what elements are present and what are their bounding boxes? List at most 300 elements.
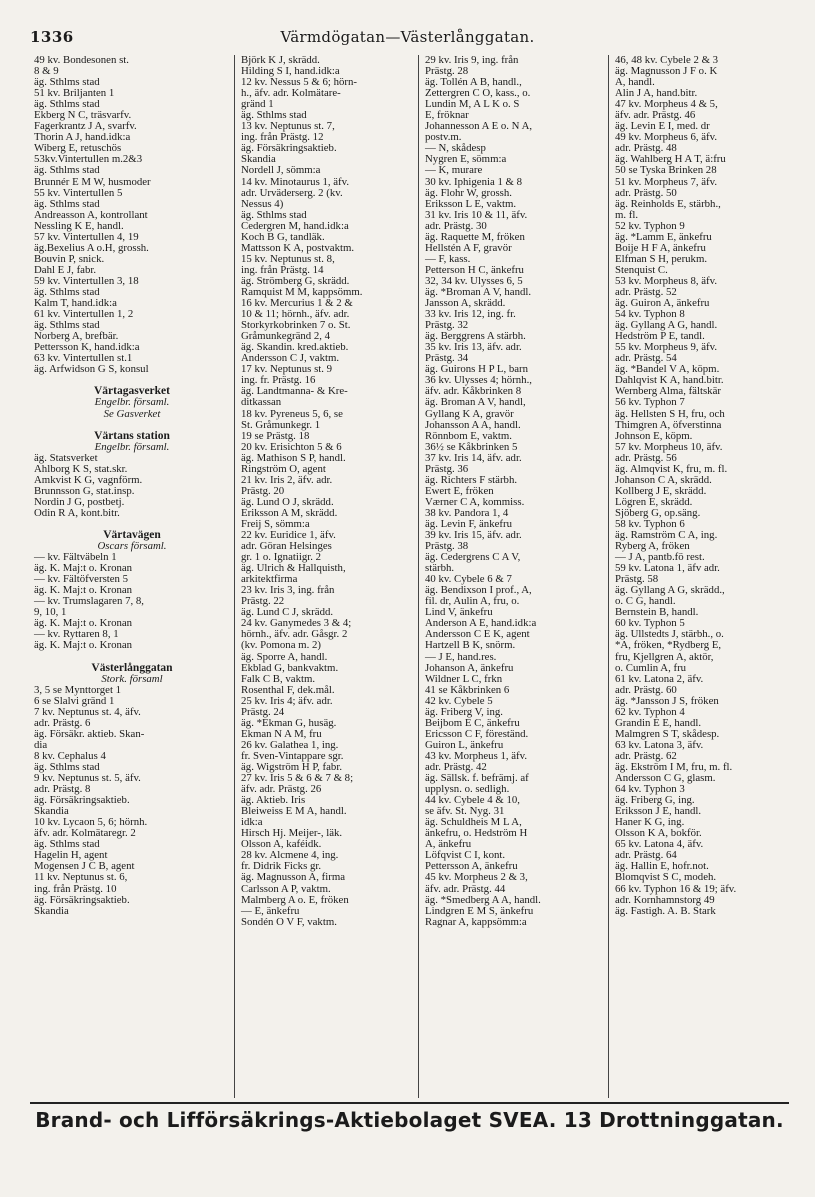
directory-line: 51 kv. Morpheus 7, äfv. [615,175,718,188]
directory-line: Wildner L C, frkn [425,672,503,685]
directory-line: äg. Friberg V, ing. [425,705,503,718]
directory-line: adr. Kornhamnstorg 49 [615,893,715,906]
directory-line: arkitektfirma [241,573,298,586]
directory-line: fru, Kjellgren A, aktör, [615,650,714,663]
directory-line: adr. Prästg. 6 [34,716,91,729]
directory-line: Ewert E, fröken [425,484,494,497]
directory-line: 27 kv. Iris 5 & 6 & 7 & 8; [241,772,354,785]
directory-line: Andersson C J, vaktm. [241,352,340,365]
page-header [30,28,785,50]
directory-line: äg. Flohr W, grossh. [425,186,512,199]
directory-line: Haner K G, ing. [615,816,685,829]
directory-line: äg. Cedergrens C A V, [425,551,521,564]
directory-line: 8 kv. Cephalus 4 [34,749,106,762]
directory-line: äfv. adr. Prästg. 46 [615,109,696,122]
directory-line: Olsson K A, bokför. [615,827,702,840]
directory-line: 37 kv. Iris 14, äfv. adr. [425,451,522,464]
directory-line: Ericsson C F, föreständ. [425,727,529,740]
directory-line: Pettersson A, änkefru [425,860,518,873]
section-heading: Värtagasverket [93,385,170,398]
directory-line: 13 kv. Neptunus st. 7, [241,120,335,133]
directory-line: Prästg. 22 [241,595,285,608]
directory-line: 46, 48 kv. Cybele 2 & 3 [615,55,719,66]
directory-line: 21 kv. Iris 2, äfv. adr. [241,473,333,486]
directory-line: 43 kv. Morpheus 1, äfv. [425,749,528,762]
directory-line: 10 kv. Lycaon 5, 6; hörnh. [34,816,148,829]
directory-line: Olsson A, kaféidk. [241,838,322,851]
directory-line: äg. Reinholds E, stärbh., [615,197,721,210]
running-head: Värmdögatan—Västerlånggatan. [280,28,535,46]
directory-line: äg. *Smedberg A A, handl. [425,893,541,906]
directory-line: äg. Fastigh. A. B. Stark [615,904,716,917]
directory-line: Stenquist C. [615,263,668,276]
directory-line: *A, fröken, *Rydberg E, [615,639,722,652]
directory-line: Johanson A, änkefru [425,661,514,674]
directory-line: 60 kv. Typhon 5 [615,617,685,630]
directory-line: 44 kv. Cybele 4 & 10, [425,794,520,807]
directory-line: äg. *Bandel V A, köpm. [615,363,720,376]
directory-line: Ekman N A M, fru [241,727,322,740]
directory-line: adr. Göran Helsinges [241,540,332,553]
directory-line: 17 kv. Neptunus st. 9 [241,363,333,376]
directory-line: ing. från Prästg. 14 [241,263,324,276]
directory-line: äg. Ekström I M, fru, m. fl. [615,761,733,773]
directory-line: äg. Försäkringsaktieb. [34,794,130,807]
directory-line: äg. Sthlms stad [34,319,100,332]
directory-line: 10 & 11; hörnh., äfv. adr. [241,308,350,321]
directory-line: äg. Hallin E, hofr.not. [615,860,709,873]
directory-line: Freij S, sömm:a [241,517,310,530]
directory-line: adr. Prästg. 30 [425,219,487,232]
directory-line: Ekberg N C, träsvarfv. [34,109,132,122]
directory-line: Hilding S I, hand.idk:a [241,65,340,78]
directory-line: Löfqvist C I, kont. [425,849,506,862]
directory-line: äg. Friberg G, ing. [615,794,695,807]
directory-line: 39 kv. Iris 15, äfv. adr. [425,529,522,542]
directory-line: Sjöberg G, op.säng. [615,506,701,519]
directory-line: Odin R A, kont.bitr. [34,506,120,519]
directory-line: Anderson A E, hand.idk:a [425,617,537,630]
directory-line: 9, 10, 1 [34,606,67,619]
directory-line: Nordell J, sömm:a [241,164,321,177]
directory-line: 61 kv. Vintertullen 1, 2 [34,308,134,321]
directory-line: Lind V, änkefru [425,606,493,619]
directory-line: äg. Gyllang A G, skrädd., [615,584,725,597]
directory-line: Skandia [241,153,276,166]
column-4 [608,55,798,1098]
directory-line: äg. Berggrens A stärbh. [425,330,526,343]
directory-line: äg. Sporre A, handl. [241,650,328,663]
directory-line: Rosenthal F, dek.mål. [241,683,335,696]
directory-line: äg. Skandin. kred.aktieb. [241,341,349,354]
directory-line: äfv. adr. Prästg. 26 [241,783,322,796]
directory-line: äg. K. Maj:t o. Kronan [34,562,133,575]
directory-line: Rönnbom E, vaktm. [425,429,512,442]
directory-line: 45 kv. Morpheus 2 & 3, [425,871,528,884]
directory-line: 3, 5 se Mynttorget 1 [34,683,122,696]
directory-line: äg. Tollén A B, handl., [425,76,522,89]
directory-line: Johanson C A, skrädd. [615,473,712,486]
directory-line: äg. Landtmanna- & Kre- [241,385,348,398]
directory-line: Lögren E, skrädd. [615,495,693,508]
directory-line: Johnson E, köpm. [615,429,693,442]
directory-line: äg. Gyllang A G, handl. [615,319,718,332]
directory-line: o. Cumlin A, fru [615,661,687,674]
directory-line: 28 kv. Alcmene 4, ing. [241,849,339,862]
directory-columns [28,55,798,1098]
directory-line: 9 kv. Neptunus st. 5, äfv. [34,772,141,785]
directory-line: ing. fr. Prästg. 16 [241,374,316,387]
advertisement-banner: Brand- och Lifförsäkrings-Aktiebolaget SVEA. 13 Drottninggatan. [35,1108,784,1132]
directory-line: Prästg. 28 [425,65,469,78]
directory-line: äg. K. Maj:t o. Kronan [34,639,133,652]
directory-line: äg. Richters F stärbh. [425,473,518,486]
directory-line [34,652,230,663]
column-2 [234,55,418,1098]
directory-line: Værner C A, kommiss. [425,495,525,508]
directory-line: 38 kv. Pandora 1, 4 [425,506,509,519]
directory-line: äg. Guirons H P L, barn [425,363,529,376]
column-1 [28,55,234,1098]
directory-line: 25 kv. Iris 4; äfv. adr. [241,694,333,707]
directory-line: äg. Sällsk. f. befrämj. af [425,772,529,785]
directory-line: Brunnsson G, stat.insp. [34,484,135,497]
directory-line: o. C G, handl. [615,595,676,608]
section-subheading: Stork. församl [101,672,163,685]
directory-line: Malmgren S T, skådesp. [615,727,720,740]
directory-line: äg. Schuldheis M L A, [425,816,522,829]
directory-line: adr. Prästg. 56 [615,451,677,464]
directory-line: äfv. adr. Kåkbrinken 8 [425,385,522,398]
directory-line: äg. *Ekman G, husäg. [241,716,337,729]
directory-line: äfv. adr. Prästg. 44 [425,882,506,895]
directory-line: 15 kv. Neptunus st. 8, [241,252,335,265]
directory-line: 8 & 9 [34,65,59,78]
directory-line: Blomqvist S C, modeh. [615,871,717,884]
directory-line: äg. Hellsten S H, fru, och [615,407,725,420]
directory-line: Ramquist M M, kappsömm. [241,285,363,298]
directory-line: Lundin M, A L K o. S [425,98,520,111]
directory-line: 20 kv. Erisichton 5 & 6 [241,440,342,453]
directory-line: ing. från Prästg. 12 [241,131,324,144]
directory-line: — K, murare [425,164,483,177]
directory-line: Fagerkrantz J A, svarfv. [34,120,137,133]
directory-line: Ekblad G, bankvaktm. [241,661,339,674]
directory-line: äg. Raquette M, fröken [425,230,525,243]
directory-line: 56 kv. Typhon 7 [615,396,685,409]
directory-line: Andersson C E K, agent [425,628,530,641]
directory-line: A, handl. [615,76,655,89]
directory-line: 6 se Slalvi gränd 1 [34,694,115,707]
directory-line: Guiron L, änkefru [425,738,504,751]
directory-line: äg. Försäkringsaktieb. [241,142,337,155]
directory-line: äg. *Jansson J S, fröken [615,694,719,707]
directory-line: äg. Guiron A, änkefru [615,297,710,310]
directory-line: 16 kv. Mercurius 1 & 2 & [241,297,353,310]
directory-line: Brunnér E M W, husmoder [34,175,151,188]
directory-line: 7 kv. Neptunus st. 4, äfv. [34,705,141,718]
directory-line: 31 kv. Iris 10 & 11, äfv. [425,208,528,221]
directory-line: Prästg. 38 [425,540,469,553]
section-heading: Värtans station [94,429,170,442]
directory-line: ditkassan [241,396,282,409]
directory-line: adr. Prästg. 60 [615,683,677,696]
directory-line: äg. Sthlms stad [34,285,100,298]
directory-line: Prästg. 34 [425,352,469,365]
directory-line: 57 kv. Vintertullen 4, 19 [34,230,139,243]
directory-line: 61 kv. Latona 2, äfv. [615,672,704,685]
directory-line: 40 kv. Cybele 6 & 7 [425,573,512,586]
directory-line: Gråmunkegränd 2, 4 [241,330,331,343]
directory-line: Mattsson K A, postvaktm. [241,241,355,254]
directory-line: — kv. Trumslagaren 7, 8, [34,595,144,608]
directory-line: Cedergren M, hand.idk:a [241,219,349,232]
directory-line: 22 kv. Euridice 1, äfv. [241,529,336,542]
directory-line: stärbh. [425,562,455,575]
directory-line: gränd 1 [241,98,274,111]
directory-line: äg. Statsverket [34,451,98,464]
directory-line: 64 kv. Typhon 3 [615,783,685,796]
directory-line: Johansson A A, handl. [425,418,521,431]
directory-line: 54 kv. Typhon 8 [615,308,685,321]
directory-line: Hirsch Hj. Meijer-, läk. [241,827,343,840]
directory-line: Mogensen J C B, agent [34,860,135,873]
directory-line: Björk K J, skrädd. [241,55,320,66]
directory-line: fil. dr, Aulin A, fru, o. [425,595,520,608]
directory-line: adr. Prästg. 64 [615,849,677,862]
directory-line: postv.m. [425,131,462,144]
directory-line: äg. Strömberg G, skrädd. [241,274,350,287]
directory-line: Thorin A J, hand.idk:a [34,131,131,144]
directory-line: Prästg. 32 [425,319,469,332]
directory-line: idk:a [241,816,263,829]
directory-line: Eriksson L E, vaktm. [425,197,517,210]
directory-line: äg. Broman A V, handl, [425,396,526,409]
directory-line: 52 kv. Typhon 9 [615,219,685,232]
directory-line: 42 kv. Cybele 5 [425,694,493,707]
directory-line: — E, änkefru [241,904,300,917]
section-subheading: Engelbr. församl. [94,396,170,409]
directory-line: äg. Aktieb. Iris [241,794,306,807]
directory-line: 41 se Kåkbrinken 6 [425,683,510,696]
directory-line: 29 kv. Iris 9, ing. från [425,55,519,66]
directory-line: äg. Ramström C A, ing. [615,529,718,542]
directory-line: 55 kv. Morpheus 9, äfv. [615,341,718,354]
directory-line: 53 kv. Morpheus 8, äfv. [615,274,718,287]
directory-line: adr. Prästg. 62 [615,749,677,762]
directory-line: upplysn. o. sedligh. [425,783,510,796]
directory-line: 50 se Tyska Brinken 28 [615,164,717,177]
directory-line: Grandin E E, handl. [615,716,702,729]
directory-line: — J E, hand.res. [425,650,497,663]
directory-line: gr. 1 o. Ignatiigr. 2 [241,551,322,564]
directory-line: 49 kv. Morpheus 6, äfv. [615,131,718,144]
directory-line: adr. Prästg. 52 [615,285,677,298]
directory-line: Wernberg Alma, fältskär [615,385,721,398]
directory-line: äg. Sthlms stad [34,76,100,89]
directory-line: 63 kv. Latona 3, äfv. [615,738,704,751]
directory-line: Amkvist K G, vagnförm. [34,473,143,486]
directory-line: Kollberg J E, skrädd. [615,484,707,497]
directory-line: Nygren E, sömm:a [425,153,507,166]
directory-line: Wiberg E, retuschös [34,142,122,155]
directory-line: Hartzell B K, snörm. [425,639,516,652]
directory-line: 59 kv. Latona 1, äfv adr. [615,562,720,575]
directory-line: äg. Wigström H P, fabr. [241,761,343,773]
directory-line: äg. Försäkr. aktieb. Skan- [34,727,145,740]
directory-line: Ahlborg K S, stat.skr. [34,462,128,475]
directory-line: äg. Magnusson A, firma [241,871,346,884]
directory-line: Boije H F A, änkefru [615,241,706,254]
directory-line: änkefru, o. Hedström H [425,827,528,840]
directory-line: äg. Sthlms stad [34,761,100,773]
directory-line: äg. Magnusson J F o. K [615,65,718,78]
page-number: 1336 [30,28,74,46]
directory-line: Prästg. 58 [615,573,659,586]
directory-line: Dahl E J, fabr. [34,263,97,276]
directory-line: äg. Levin E I, med. dr [615,120,710,133]
directory-line: 55 kv. Vintertullen 5 [34,186,123,199]
directory-line: Bernstein B, handl. [615,606,699,619]
section-subheading: Se Gasverket [103,407,161,420]
directory-line: dia [34,738,48,751]
directory-line: 23 kv. Iris 3, ing. från [241,584,335,597]
directory-line: — J A, pantb.fö rest. [615,551,705,564]
directory-line: — N, skådesp [425,142,486,155]
directory-line: 36½ se Kåkbrinken 5 [425,440,518,453]
directory-line: 66 kv. Typhon 16 & 19; äfv. [615,882,737,895]
directory-line: 51 kv. Briljanten 1 [34,87,115,100]
directory-line: 26 kv. Galathea 1, ing. [241,738,339,751]
directory-line: Petterson H C, änkefru [425,263,524,276]
directory-line: äg.Bexelius A o.H, grossh. [34,241,149,254]
directory-line: Thimgren A, öfverstinna [615,418,722,431]
directory-line: äg. Arfwidson G S, konsul [34,363,149,376]
directory-line: Koch B G, tandläk. [241,230,325,243]
directory-line: 65 kv. Latona 4, äfv. [615,838,704,851]
directory-line [34,420,230,431]
directory-line: 59 kv. Vintertullen 3, 18 [34,274,139,287]
directory-line: äg. Ulrich & Hallquisth, [241,562,346,575]
directory-line: äg. Försäkringsaktieb. [34,893,130,906]
directory-line: Sondén O V F, vaktm. [241,915,337,928]
directory-line: 32, 34 kv. Ulysses 6, 5 [425,274,523,287]
directory-line: 62 kv. Typhon 4 [615,705,685,718]
section-heading: Västerlånggatan [91,661,173,674]
directory-line: adr. Prästg. 54 [615,352,677,365]
directory-line: 53kv.Vintertullen m.2&3 [34,153,143,166]
directory-line: Gyllang K A, gravör [425,407,514,420]
directory-line: Norberg A, brefbär. [34,330,119,343]
directory-line: Nordin J G, postbetj. [34,495,125,508]
directory-line: adr. Prästg. 50 [615,186,677,199]
directory-line: — F, kass. [425,252,471,265]
directory-line: äg. Lund O J, skrädd. [241,495,334,508]
directory-line: Lindgren E M S, änkefru [425,904,534,917]
directory-line: 19 se Prästg. 18 [241,429,310,442]
directory-line: äg. K. Maj:t o. Kronan [34,584,133,597]
directory-line: Beijbom E C, änkefru [425,716,520,729]
directory-line: Skandia [34,904,69,917]
directory-line: E, fröknar [425,109,469,122]
directory-line: Andersson C G, glasm. [615,772,716,785]
directory-line: Bleiweiss E M A, handl. [241,805,347,818]
directory-line: 11 kv. Neptunus st. 6, [34,871,128,884]
directory-line: äg. Sthlms stad [34,838,100,851]
directory-line: (kv. Pomona m. 2) [241,639,321,652]
directory-line: äg. K. Maj:t o. Kronan [34,617,133,630]
directory-line: Prästg. 24 [241,705,285,718]
directory-line: äg. Sthlms stad [34,98,100,111]
directory-line: Malmberg A o. E, fröken [241,893,349,906]
directory-line: Falk C B, vaktm. [241,672,316,685]
directory-line: Elfman S H, perukm. [615,252,708,265]
directory-line: Jansson A, skrädd. [425,297,506,310]
directory-line: 58 kv. Typhon 6 [615,517,685,530]
directory-line: 14 kv. Minotaurus 1, äfv. [241,175,350,188]
directory-line: äg. Sthlms stad [34,197,100,210]
directory-line: adr. Urväderserg. 2 (kv. [241,186,343,199]
directory-line: äg. Almqvist K, fru, m. fl. [615,462,728,475]
directory-line: Hellstén A F, gravör [425,241,512,254]
directory-line: äg. *Broman A V, handl. [425,285,532,298]
directory-line: Zettergren C O, kass., o. [425,87,531,100]
directory-line: äg. *Lamm E, änkefru [615,230,712,243]
directory-line: äg. Lund C J, skrädd. [241,606,334,619]
directory-line: 57 kv. Morpheus 10, äfv. [615,440,723,453]
directory-line: — kv. Fältväbeln 1 [34,551,117,564]
directory-line: äfv. adr. Kolmätaregr. 2 [34,827,136,840]
column-3 [418,55,608,1098]
directory-line: 49 kv. Bondesonen st. [34,55,129,66]
directory-line: 33 kv. Iris 12, ing. fr. [425,308,516,321]
directory-line: 18 kv. Pyreneus 5, 6, se [241,407,343,420]
directory-line: adr. Prästg. 42 [425,761,487,773]
section-heading: Värtavägen [103,529,161,542]
directory-line: Ringström O, agent [241,462,326,475]
directory-line: Ragnar A, kappsömm:a [425,915,527,928]
directory-line: — kv. Fältöfversten 5 [34,573,129,586]
directory-line: Bouvin P, snick. [34,252,105,265]
directory-line: Dahlqvist K A, hand.bitr. [615,374,724,387]
section-subheading: Engelbr. församl. [94,440,170,453]
directory-line: 12 kv. Nessus 5 & 6; hörn- [241,76,357,89]
directory-line: Nessus 4) [241,197,284,210]
directory-line: äg. Sthlms stad [241,208,307,221]
directory-line: Carlsson A P, vaktm. [241,882,331,895]
directory-line: äg. Sthlms stad [241,109,307,122]
directory-line: Hedström P E, tandl. [615,330,705,343]
directory-line: Storkyrkobrinken 7 o. St. [241,319,351,332]
directory-line: äg. Levin F, änkefru [425,517,512,530]
directory-line: 35 kv. Iris 13, äfv. adr. [425,341,522,354]
directory-line: adr. Prästg. 48 [615,142,677,155]
directory-line: fr. Didrik Ficks gr. [241,860,322,873]
directory-line: m. fl. [615,208,639,221]
directory-line: 47 kv. Morpheus 4 & 5, [615,98,718,111]
directory-line: h., äfv. adr. Kolmätare- [241,87,341,100]
directory-line: adr. Prästg. 8 [34,783,91,796]
directory-line: 30 kv. Iphigenia 1 & 8 [425,175,523,188]
directory-line: 36 kv. Ulysses 4; hörnh., [425,374,532,387]
directory-line: äg. Mathison S P, handl. [241,451,346,464]
directory-line: Pettersson K, hand.idk:a [34,341,140,354]
section-subheading: Oscars församl. [97,540,167,553]
directory-line: se äfv. St. Nyg. 31 [425,805,505,818]
directory-line: Johannesson A E o. N A, [425,120,533,133]
directory-line: Prästg. 36 [425,462,469,475]
directory-line: Andreasson A, kontrollant [34,208,148,221]
